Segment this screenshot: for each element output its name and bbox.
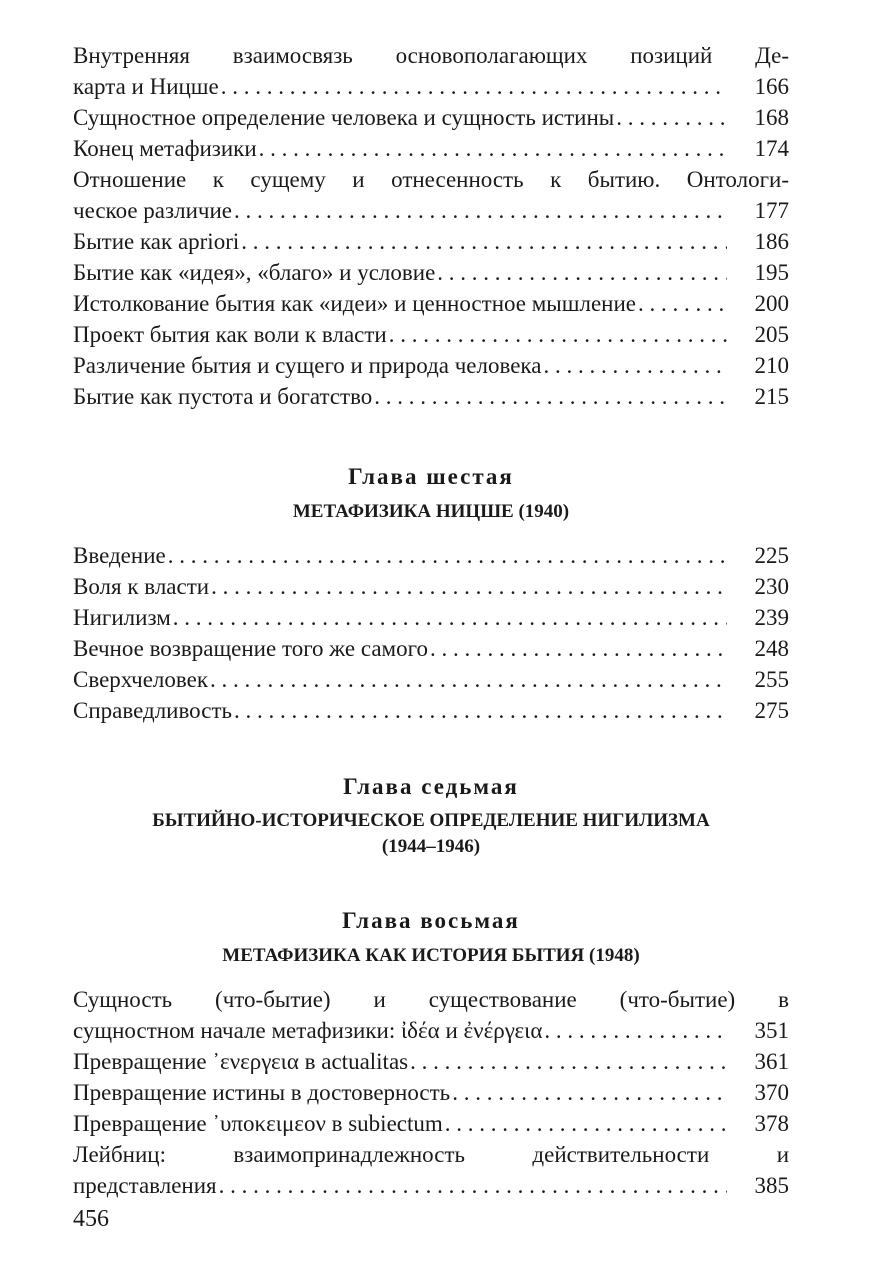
toc-entry-title-line1: Сущность (что-бытие) и существование (что-бытие) в	[73, 987, 789, 1012]
leader-dots	[168, 540, 727, 571]
toc-entry[interactable]	[73, 1077, 789, 1108]
leader-dots	[241, 226, 727, 257]
toc-page-number: 210	[754, 353, 789, 378]
leader-dots	[389, 319, 727, 350]
toc-page-number: 361	[754, 1049, 789, 1074]
toc-entry-title-line1: Отношение к сущему и отнесенность к бытию. Онтологи-	[73, 167, 789, 192]
chapter-title-line2: (1944–1946)	[381, 836, 481, 857]
toc-entry-title: Сущностное определение человека и сущность истины	[73, 105, 615, 130]
toc-entry[interactable]	[73, 664, 789, 695]
chapter-heading: Глава седьмая	[343, 774, 519, 799]
toc-entry[interactable]	[73, 602, 789, 633]
toc-entry-title: Справедливость	[73, 698, 233, 723]
toc-entry[interactable]	[73, 984, 789, 1046]
toc-entry-title: Проект бытия как воли к власти	[73, 322, 387, 347]
toc-page-number: 248	[754, 636, 789, 661]
leader-dots	[437, 257, 727, 288]
toc-page-number: 255	[754, 667, 789, 692]
toc-entry-title: Нигилизм	[73, 605, 171, 630]
toc-entry[interactable]	[73, 1046, 789, 1077]
leader-dots	[544, 1015, 727, 1046]
toc-entry[interactable]	[73, 633, 789, 664]
chapter-heading: Глава восьмая	[342, 908, 520, 933]
toc-entry-title-line1: Лейбниц: взаимопринадлежность действительности и	[73, 1142, 789, 1167]
leader-dots	[452, 1077, 727, 1108]
toc-page-number: 166	[754, 74, 789, 99]
toc-page-number: 378	[754, 1111, 789, 1136]
chapter-heading: Глава шестая	[348, 464, 514, 489]
toc-entry-title: Превращение ᾿υποκειμεον в subiectum	[73, 1111, 443, 1136]
toc-page-number: 195	[754, 260, 789, 285]
toc-entry-title: представления	[73, 1173, 217, 1198]
leader-dots	[616, 102, 727, 133]
toc-entry[interactable]	[73, 381, 789, 412]
toc-entry-title: Вечное возвращение того же самого	[73, 636, 428, 661]
section-gap	[73, 860, 789, 906]
leader-dots	[374, 381, 727, 412]
toc-page-number: 239	[754, 605, 789, 630]
toc-entry-title: ческое различие	[73, 198, 232, 223]
toc-entry-title: сущностном начале метафизики: ἰδέα и ἐνέργεια	[73, 1018, 543, 1043]
chapter-title	[73, 808, 789, 860]
leader-dots	[430, 633, 727, 664]
chapter-title-line1: БЫТИЙНО-ИСТОРИЧЕСКОЕ ОПРЕДЕЛЕНИЕ НИГИЛИЗМА	[152, 810, 710, 831]
toc-entry-title: Бытие как пустота и богатство	[73, 384, 373, 409]
toc-entry[interactable]	[73, 540, 789, 571]
page-number: 456	[73, 1206, 109, 1232]
toc-page	[73, 40, 789, 1201]
toc-page-number: 351	[754, 1018, 789, 1043]
leader-dots	[259, 133, 727, 164]
toc-entry-title: Конец метафизики	[73, 136, 257, 161]
toc-section-top	[73, 40, 789, 412]
toc-entry[interactable]	[73, 226, 789, 257]
toc-page-number: 275	[754, 698, 789, 723]
chapter-title: МЕТАФИЗИКА НИЦШЕ (1940)	[292, 501, 570, 522]
leader-dots	[173, 602, 727, 633]
toc-entry[interactable]	[73, 40, 789, 102]
section-gap	[73, 726, 789, 772]
toc-entry-title: Превращение истины в достоверность	[73, 1080, 451, 1105]
leader-dots	[221, 71, 727, 102]
chapter-6	[73, 462, 789, 726]
chapter-8	[73, 906, 789, 1201]
toc-entry[interactable]	[73, 288, 789, 319]
leader-dots	[638, 288, 727, 319]
toc-page-number: 385	[754, 1173, 789, 1198]
leader-dots	[211, 571, 727, 602]
toc-entry[interactable]	[73, 164, 789, 226]
chapter-title: МЕТАФИЗИКА КАК ИСТОРИЯ БЫТИЯ (1948)	[222, 945, 640, 966]
leader-dots	[543, 350, 727, 381]
section-gap	[73, 412, 789, 462]
toc-entry[interactable]	[73, 1139, 789, 1201]
toc-entry[interactable]	[73, 695, 789, 726]
toc-entry[interactable]	[73, 571, 789, 602]
toc-page-number: 177	[754, 198, 789, 223]
toc-entry-title: Введение	[73, 543, 166, 568]
toc-entry[interactable]	[73, 257, 789, 288]
toc-page-number: 168	[754, 105, 789, 130]
toc-entry-title-line1: Внутренняя взаимосвязь основополагающих позиций Де-	[73, 43, 789, 68]
leader-dots	[234, 695, 727, 726]
toc-page-number: 205	[754, 322, 789, 347]
toc-entry-title: Бытие как «идея», «благо» и условие	[73, 260, 436, 285]
leader-dots	[219, 1170, 727, 1201]
toc-page-number: 215	[754, 384, 789, 409]
toc-entry[interactable]	[73, 1108, 789, 1139]
toc-entry-title: Бытие как apriori	[73, 229, 240, 254]
toc-entry[interactable]	[73, 350, 789, 381]
toc-page-number: 200	[754, 291, 789, 316]
toc-entry-title: Истолкование бытия как «идеи» и ценностное мышление	[73, 291, 636, 316]
leader-dots	[445, 1108, 727, 1139]
toc-page-number: 230	[754, 574, 789, 599]
leader-dots	[210, 664, 727, 695]
toc-entry[interactable]	[73, 102, 789, 133]
toc-entry[interactable]	[73, 133, 789, 164]
toc-entry-title: Различение бытия и сущего и природа человека	[73, 353, 542, 378]
toc-entry-title: карта и Ницше	[73, 74, 219, 99]
chapter-7	[73, 772, 789, 860]
toc-page-number: 225	[754, 543, 789, 568]
toc-page-number: 174	[754, 136, 789, 161]
leader-dots	[234, 195, 727, 226]
toc-page-number: 186	[754, 229, 789, 254]
leader-dots	[410, 1046, 727, 1077]
toc-entry-title: Воля к власти	[73, 574, 210, 599]
toc-entry[interactable]	[73, 319, 789, 350]
toc-entry-title: Сверхчеловек	[73, 667, 208, 692]
toc-page-number: 370	[754, 1080, 789, 1105]
toc-entry-title: Превращение ᾿ενεργεια в actualitas	[73, 1049, 409, 1074]
